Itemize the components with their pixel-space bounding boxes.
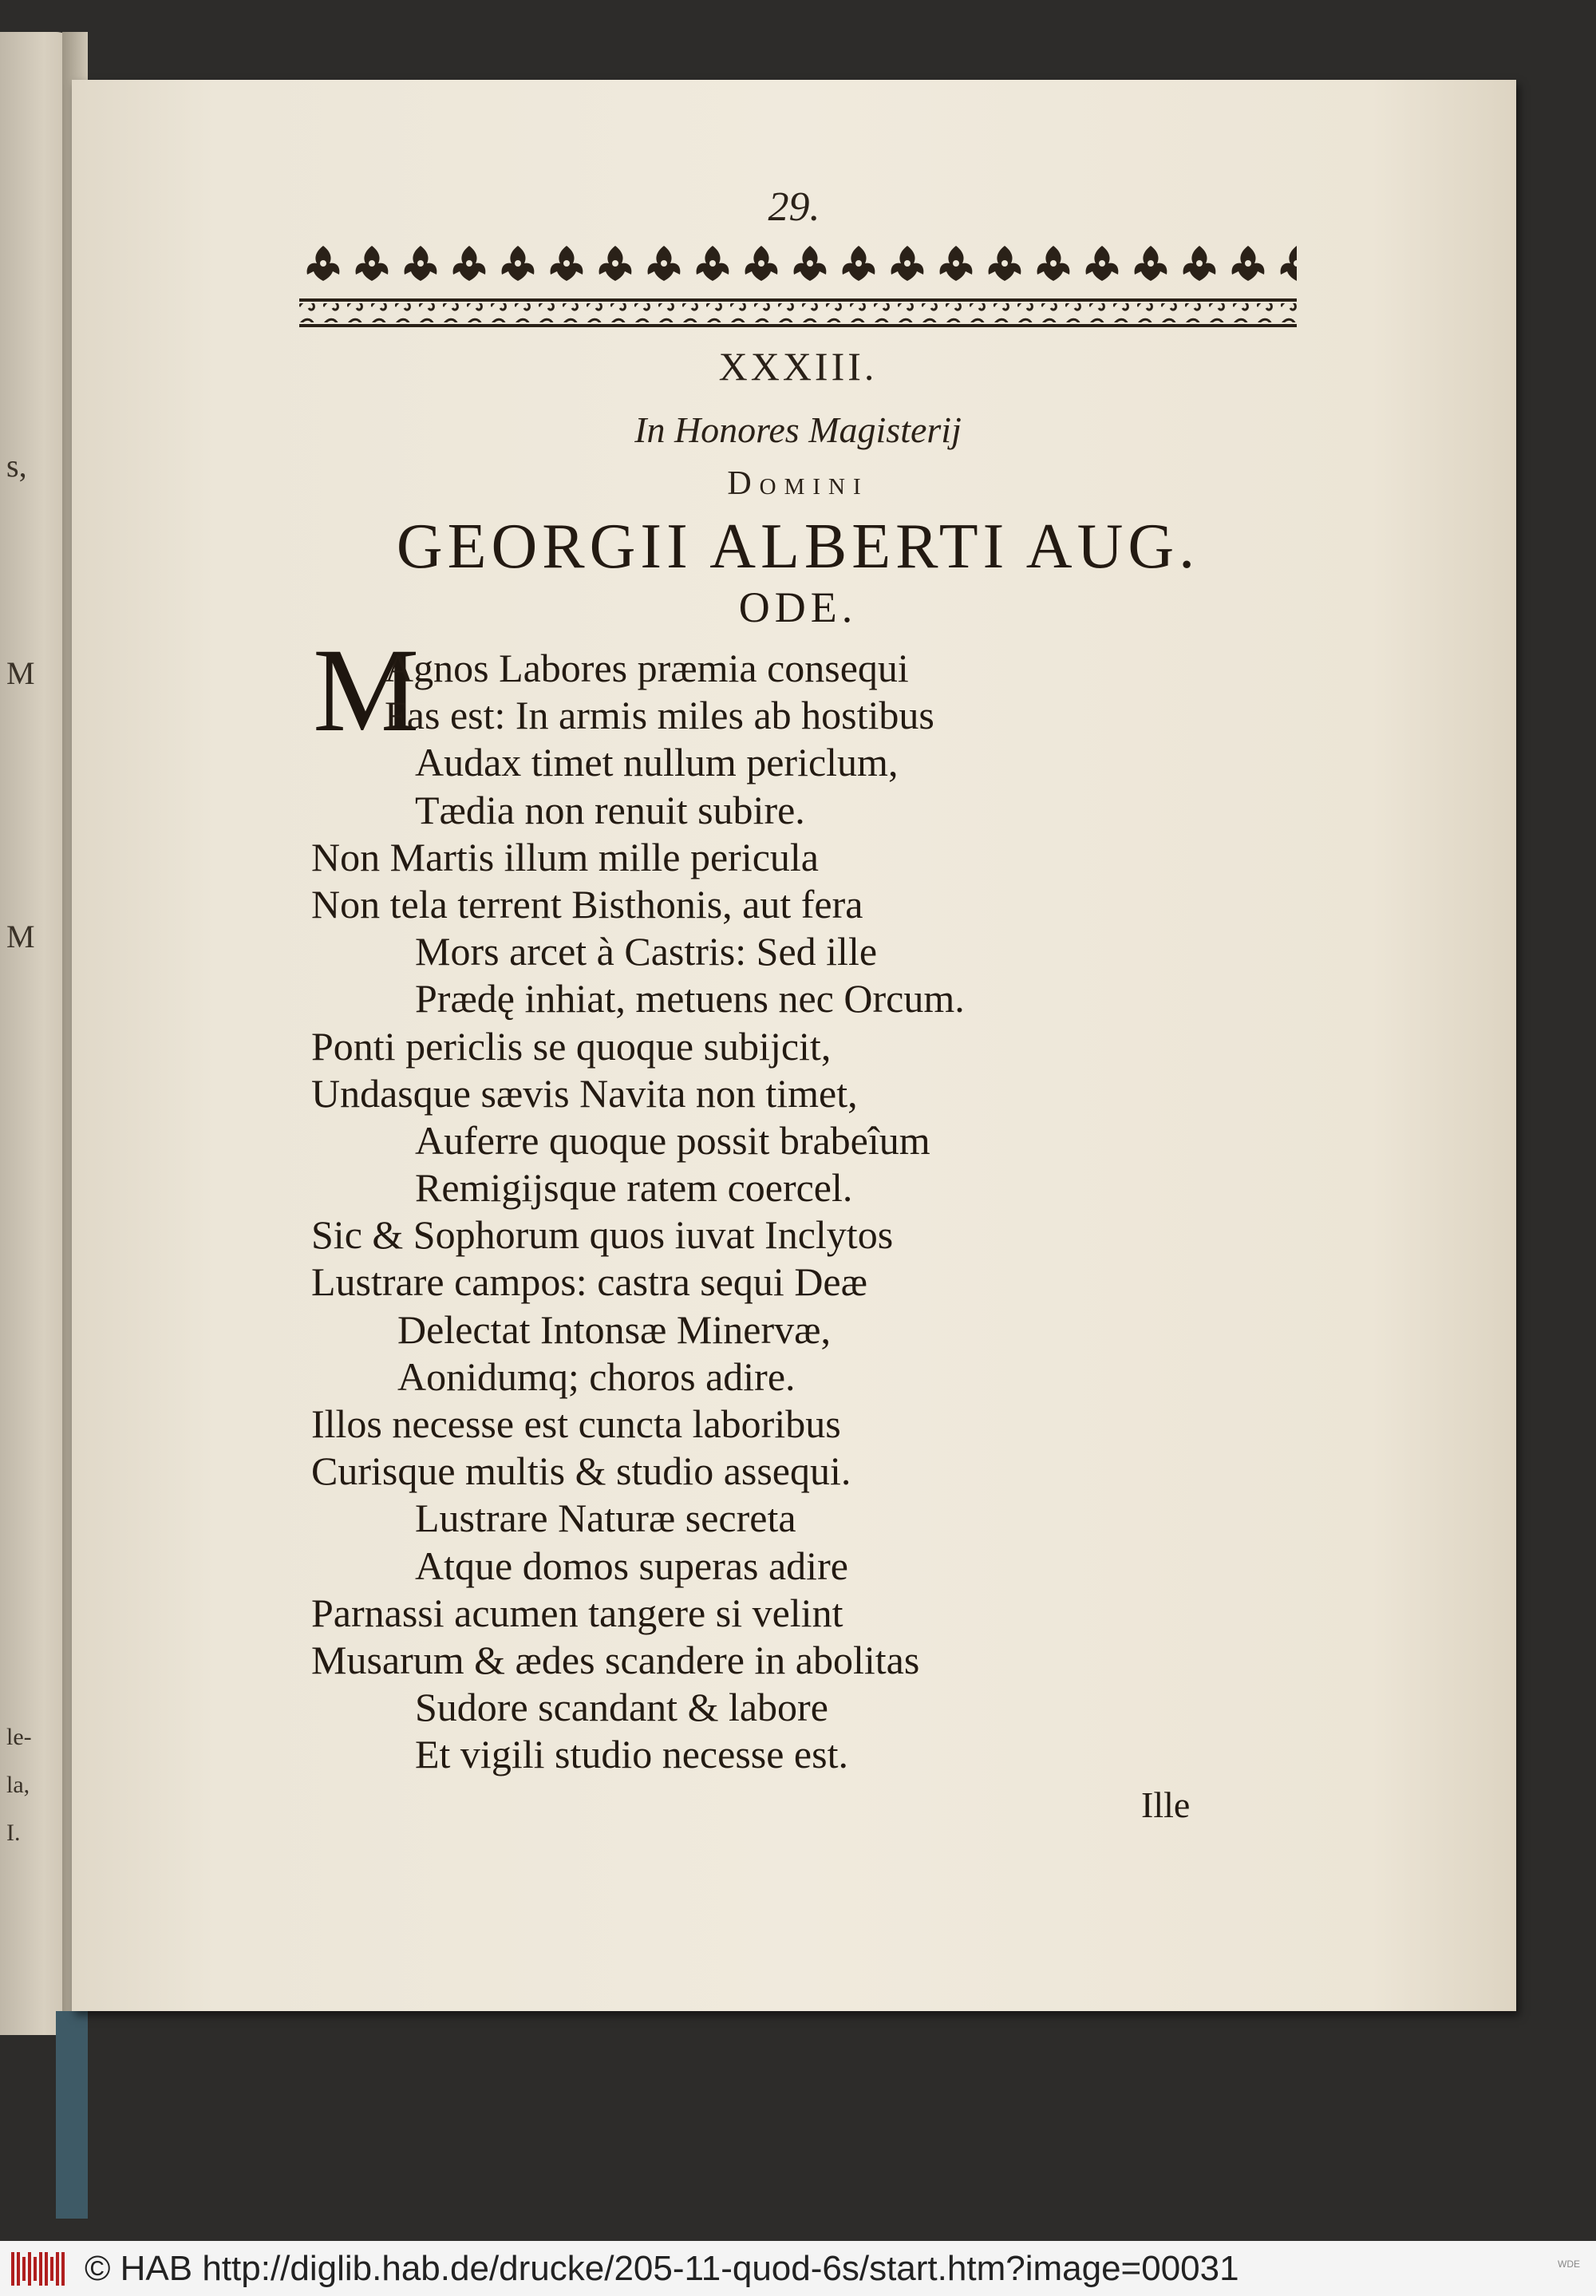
poem-text [311, 645, 1349, 1779]
left-fragment: M [6, 655, 35, 691]
poem-line: Agnos Labores præmia consequi [385, 646, 909, 690]
poem-line: Musarum & ædes scandere in abolitas [311, 1637, 920, 1682]
copyright-url: © HAB http://diglib.hab.de/drucke/205-11-quod-6s/start.htm?image=00031 [85, 2248, 1239, 2288]
poem-line: Delectat Intonsæ Minervæ, [397, 1306, 831, 1352]
poem-line: Aonidumq; choros adire. [397, 1353, 796, 1399]
subtitle: In Honores Magisterij [634, 409, 962, 450]
drop-capital: M [313, 624, 420, 757]
poem-line: Atque domos superas adire [415, 1543, 848, 1588]
poem-line: Parnassi acumen tangere si velint [311, 1590, 843, 1635]
hab-logo-icon [10, 2249, 73, 2289]
poem-line: Fas est: In armis miles ab hostibus [385, 693, 934, 738]
left-fragment: s, [6, 448, 27, 484]
poem-form: ODE. [738, 583, 858, 631]
dedication: Domini [727, 465, 869, 502]
left-fragment: le- [6, 1724, 32, 1750]
left-fragment: la, [6, 1772, 30, 1798]
page-number: 29. [768, 184, 820, 230]
poem-line: Undasque sævis Navita non timet, [311, 1070, 858, 1116]
left-fragment: M [6, 919, 35, 954]
left-fragment: I. [6, 1820, 21, 1846]
ornament-border [299, 239, 1297, 335]
poem-line: Tædia non renuit subire. [415, 787, 805, 832]
poem-line: Auferre quoque possit brabeîum [415, 1117, 930, 1163]
catchword: Ille [1141, 1784, 1191, 1825]
poem-line: Illos necesse est cuncta laboribus [311, 1401, 841, 1446]
poem-line: Et vigili studio necesse est. [415, 1732, 848, 1777]
poem-line: Prædę inhiat, metuens nec Orcum. [415, 976, 965, 1022]
poem-line: Mors arcet à Castris: Sed ille [415, 929, 878, 974]
poem-line: Sudore scandant & labore [415, 1685, 828, 1730]
poem-line: Lustrare campos: castra sequi Deæ [311, 1259, 867, 1305]
poem-line: Curisque multis & studio assequi. [311, 1448, 851, 1494]
binding-edge [56, 2011, 88, 2219]
poem-line: Non tela terrent Bisthonis, aut fera [311, 881, 863, 927]
section-number: XXXIII. [718, 344, 878, 389]
poem-line: Sic & Sophorum quos iuvat Inclytos [311, 1212, 894, 1258]
honoree-name: GEORGII ALBERTI AUG. [396, 512, 1200, 582]
footer-small-mark: WDE [1558, 2258, 1580, 2270]
poem-line: Ponti periclis se quoque subijcit, [311, 1023, 832, 1069]
footer-bar [0, 2241, 1596, 2296]
poem-line: Remigijsque ratem coercel. [415, 1165, 853, 1211]
poem-line: Lustrare Naturæ secreta [415, 1496, 796, 1541]
poem-line: Non Martis illum mille pericula [311, 834, 819, 879]
poem-line: Audax timet nullum periclum, [415, 740, 899, 785]
